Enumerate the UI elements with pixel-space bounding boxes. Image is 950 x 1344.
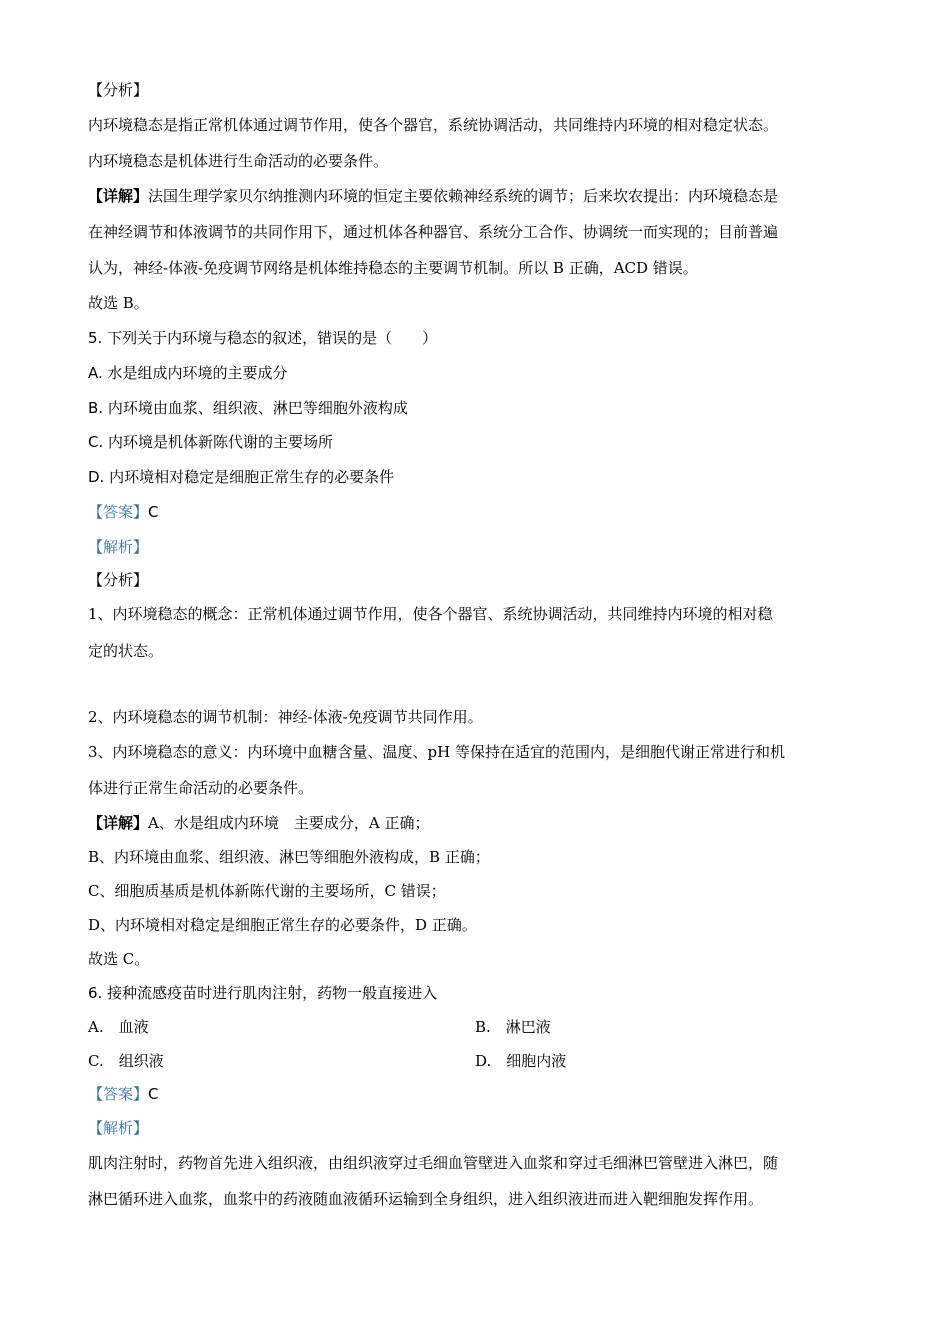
q6-option-c: C. 组织液 [88,1052,164,1070]
q6-option-a: A. 血液 [88,1018,149,1036]
q5-fenxi-label: 【分析】 [88,571,149,589]
fenxi-heading: 【分析】 [88,81,149,99]
detail-text: A、水是组成内环境 主要成分，A 正确； [148,814,430,832]
q5-option-b: B. 内环境由血浆、组织液、淋巴等细胞外液构成 [88,399,408,417]
answer-value: C [148,1085,159,1103]
q5-option-a: A. 水是组成内环境的主要成分 [88,364,288,382]
q5-option-d: D. 内环境相对稳定是细胞正常生存的必要条件 [88,468,395,486]
q5-fenxi-line-2: 定的状态。 [88,642,164,660]
answer-label: 【答案】 [88,1085,149,1103]
detail-paragraph-line-2: 在神经调节和体液调节的共同作用下，通过机体各种器官、系统分工合作、协调统一而实现的；目前普遍 [88,223,779,241]
q5-detail-line-5: 故选 C。 [88,950,150,968]
q5-fenxi-line-1: 1、内环境稳态的概念：正常机体通过调节作用，使各个器官、系统协调活动，共同维持内环境的相对稳 [88,605,773,623]
fenxi-text-line-2: 内环境稳态是机体进行生命活动的必要条件。 [88,152,389,170]
q5-answer [88,502,868,522]
detail-label: 【详解】 [88,814,149,832]
detail-text: 法国生理学家贝尔纳推测内环境的恒定主要依赖神经系统的调节；后来坎农提出：内环境稳态是 [148,187,779,205]
q6-answer [88,1084,868,1104]
q6-analysis-label: 【解析】 [88,1119,149,1137]
answer-value: C [148,503,159,521]
detail-paragraph-line-1 [88,186,868,206]
q5-stem: 5. 下列关于内环境与稳态的叙述，错误的是（ ） [88,329,438,347]
answer-label: 【答案】 [88,503,149,521]
fenxi-text-line-1: 内环境稳态是指正常机体通过调节作用，使各个器官，系统协调活动，共同维持内环境的相对稳定状态。 [88,116,779,134]
q6-stem: 6. 接种流感疫苗时进行肌肉注射，药物一般直接进入 [88,984,438,1002]
conclusion-line: 故选 B。 [88,294,149,312]
q5-analysis-label: 【解析】 [88,538,149,556]
q6-analysis-line-2: 淋巴循环进入血浆，血浆中的药液随血液循环运输到全身组织，进入组织液进而进入靶细胞发挥作用。 [88,1190,764,1208]
q6-option-b: B. 淋巴液 [475,1018,551,1036]
q6-option-d: D. 细胞内液 [475,1052,567,1070]
q5-fenxi-line-3: 2、内环境稳态的调节机制：神经-体液-免疫调节共同作用。 [88,708,483,726]
q5-fenxi-line-4: 3、内环境稳态的意义：内环境中血糖含量、温度、pH 等保持在适宜的范围内，是细胞代谢正常进行和机 [88,743,785,761]
q5-option-c: C. 内环境是机体新陈代谢的主要场所 [88,433,334,451]
q6-analysis-line-1: 肌肉注射时，药物首先进入组织液，由组织液穿过毛细血管壁进入血浆和穿过毛细淋巴管壁进入淋巴，随 [88,1154,779,1172]
q5-detail-line-3: C、细胞质基质是机体新陈代谢的主要场所，C 错误； [88,882,446,900]
q5-detail-line-2: B、内环境由血浆、组织液、淋巴等细胞外液构成，B 正确； [88,848,490,866]
q5-fenxi-line-5: 体进行正常生命活动的必要条件。 [88,779,314,797]
q5-detail-line-4: D、内环境相对稳定是细胞正常生存的必要条件，D 正确。 [88,916,477,934]
q5-detail-line-1 [88,813,868,833]
detail-paragraph-line-3: 认为，神经-体液-免疫调节网络是机体维持稳态的主要调节机制。所以 B 正确，ACD 错误。 [88,259,698,277]
detail-label: 【详解】 [88,187,149,205]
